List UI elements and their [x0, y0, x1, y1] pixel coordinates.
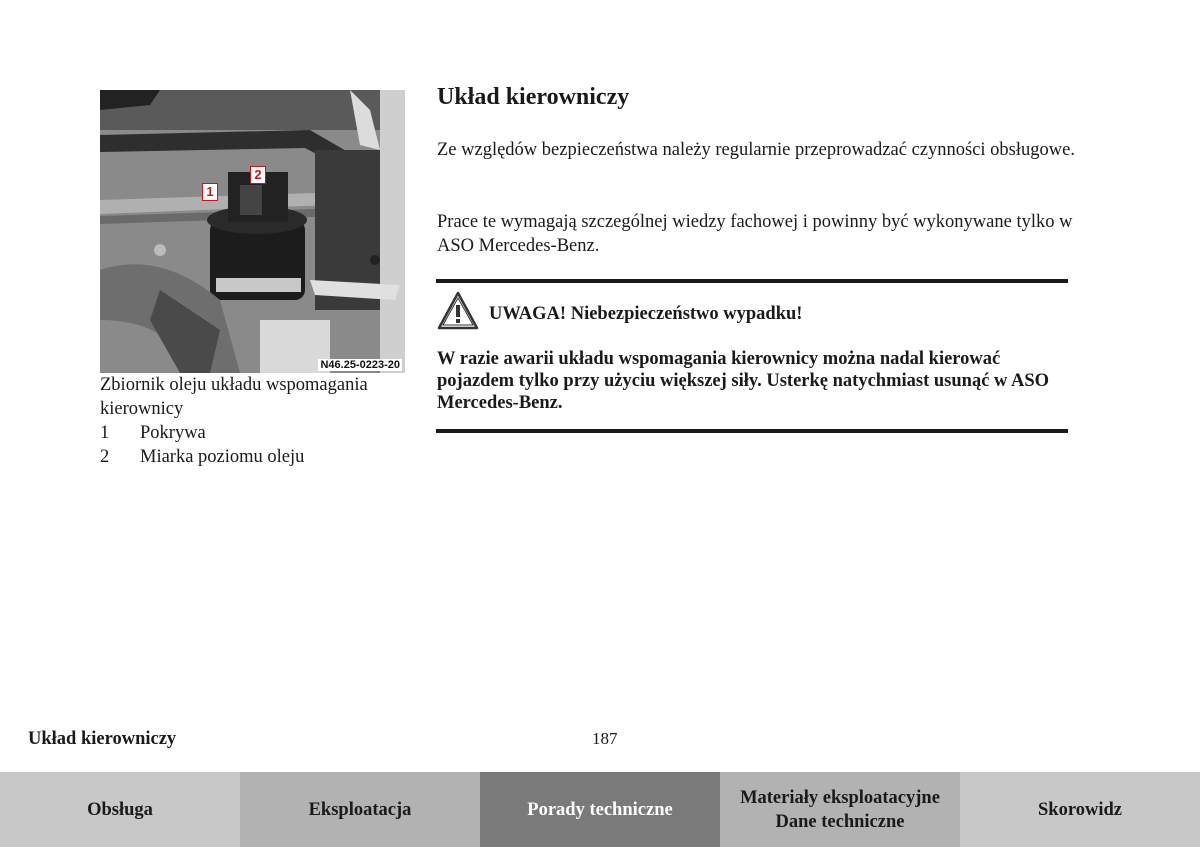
nav-tab-porady-techniczne[interactable]: [480, 772, 720, 847]
legend-label: Pokrywa: [140, 423, 206, 443]
warning-text: W razie awarii układu wspomagania kierownicy można nadal kierować pojazdem tylko przy użyciu większej siły. Usterkę natychmiast usunąć w ASO Mercedes-Benz.: [437, 349, 1050, 413]
nav-tab-eksploatacja[interactable]: [240, 772, 480, 847]
nav-tab-materialy-dane[interactable]: [720, 772, 960, 847]
reservoir-photo: [100, 90, 405, 373]
nav-tab-label: Eksploatacja: [308, 799, 412, 820]
warning-top-rule: [436, 279, 1068, 283]
warning-triangle-icon: [437, 291, 479, 331]
nav-tab-label: Porady techniczne: [527, 799, 673, 820]
legend-number: 2: [100, 447, 110, 467]
service-paragraph: Prace te wymagają szczególnej wiedzy fachowej i powinny być wykonywane tylko w ASO Mercedes-Benz.: [437, 212, 1073, 256]
legend-item: [100, 445, 304, 469]
section-title: Układ kierowniczy: [437, 84, 630, 110]
legend-item: [100, 421, 206, 445]
section-nav-bar: [0, 772, 1200, 847]
nav-tab-label-secondary: Dane techniczne: [775, 811, 905, 832]
warning-title: UWAGA! Niebezpieczeństwo wypadku!: [489, 304, 803, 324]
nav-tab-obsluga[interactable]: [0, 772, 240, 847]
legend-number: 1: [100, 423, 110, 443]
nav-tab-label: Materiały eksploatacyjne: [740, 787, 940, 808]
photo-caption: Zbiornik oleju układu wspomagania kierownicy: [100, 375, 368, 419]
callout-marker-2: 2: [250, 166, 266, 184]
page-number: 187: [592, 729, 618, 748]
footer-chapter-title: Układ kierowniczy: [28, 729, 177, 749]
nav-tab-label: Skorowidz: [1038, 799, 1122, 820]
nav-tab-label: Obsługa: [87, 799, 153, 820]
warning-bottom-rule: [436, 429, 1068, 433]
photo-reference-code: N46.25-0223-20: [320, 359, 400, 371]
callout-marker-1: 1: [202, 183, 218, 201]
legend-label: Miarka poziomu oleju: [140, 447, 305, 467]
engine-bay-illustration: [100, 90, 405, 373]
intro-paragraph: Ze względów bezpieczeństwa należy regularnie przeprowadzać czynności obsługowe.: [437, 140, 1075, 160]
nav-tab-skorowidz[interactable]: [960, 772, 1200, 847]
